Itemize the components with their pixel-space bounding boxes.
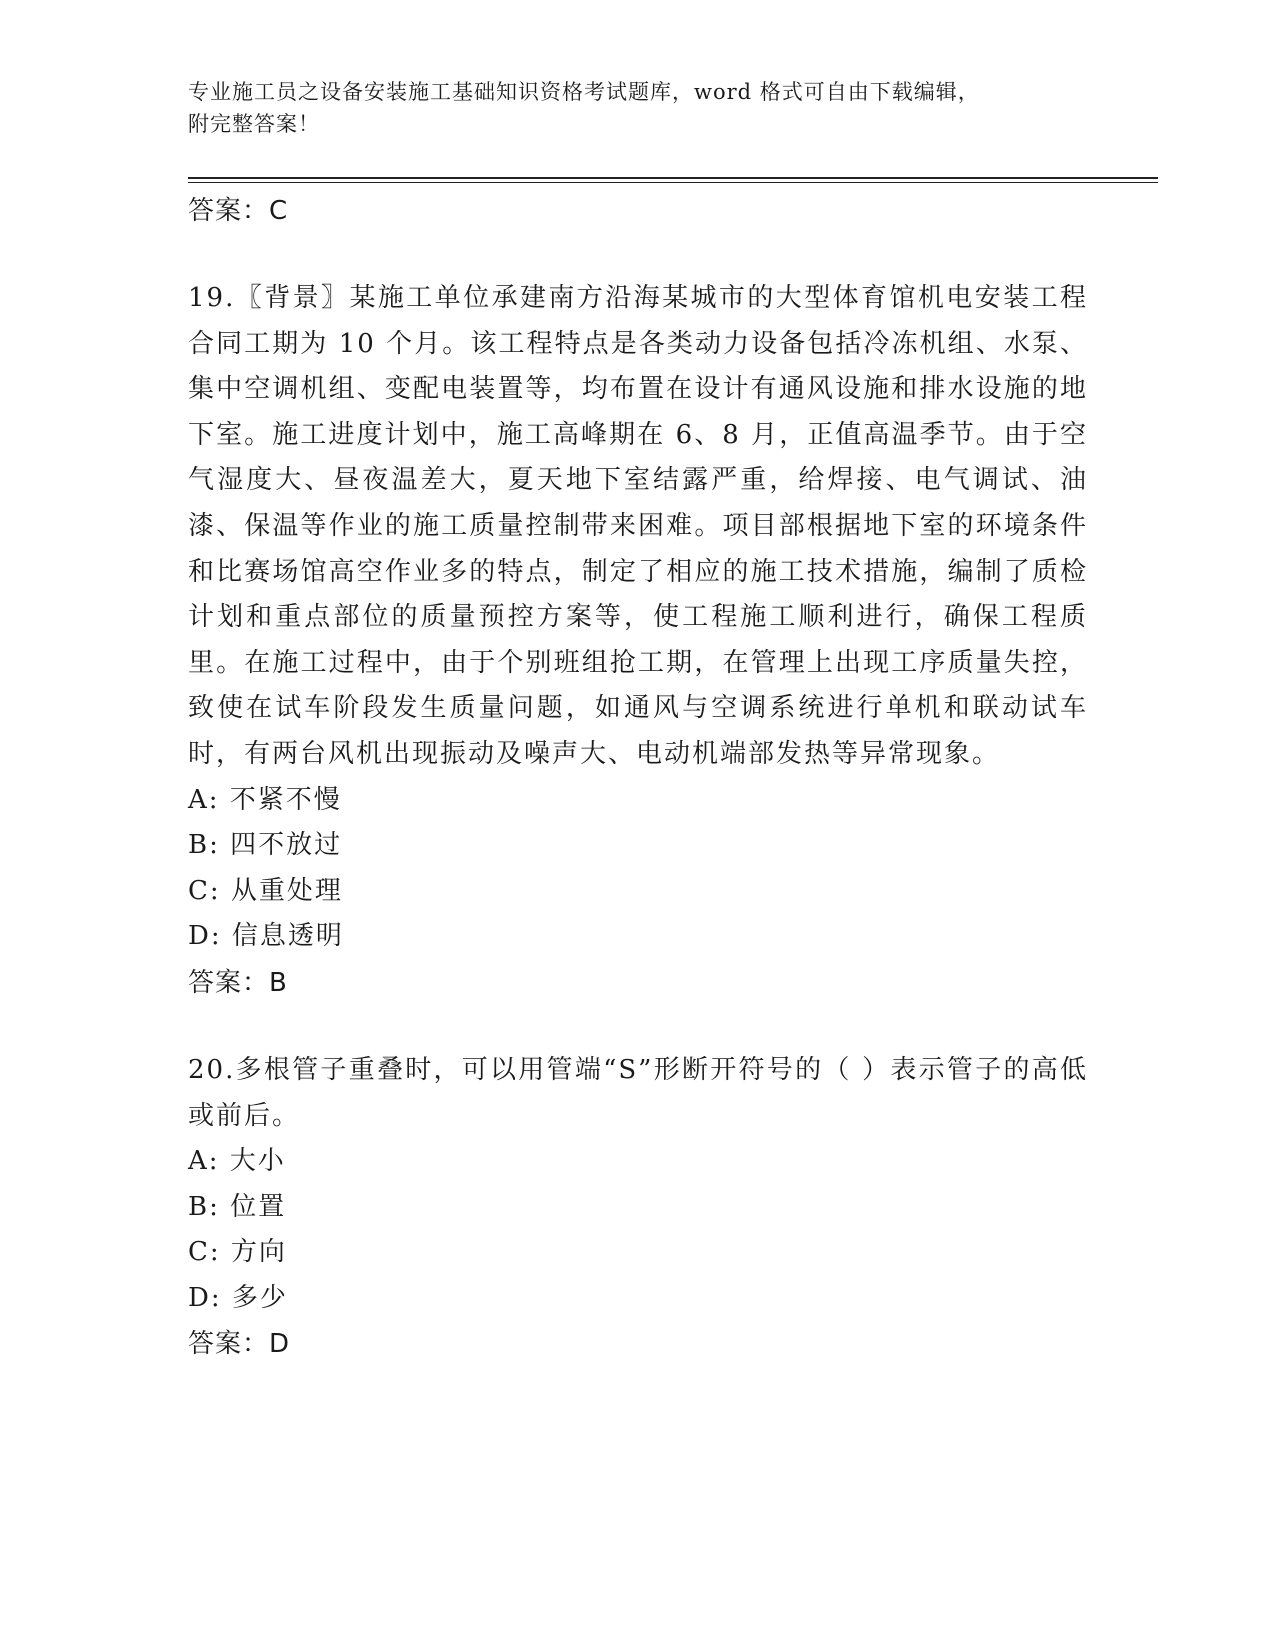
option-c: C: 方向 [188,1237,287,1268]
question-answer: 答案：B [188,967,288,998]
question-text [188,276,1088,778]
spacer [188,1006,1088,1048]
option-b: B: 四不放过 [188,830,343,861]
header-divider-thin [188,182,1158,183]
question-number: 19. [188,283,236,313]
option-a: A: 大小 [188,1146,286,1177]
question-number: 20. [188,1054,236,1085]
header-line-1: 专业施工员之设备安装施工基础知识资格考试题库，word 格式可自由下载编辑， [188,80,980,104]
spacer [188,234,1088,276]
option-b: B: 位置 [188,1191,287,1222]
option-d: D: 信息透明 [188,921,344,952]
option-d: D: 多少 [188,1282,288,1313]
option-a: A: 不紧不慢 [188,784,342,815]
document-body [188,188,1088,1367]
question-20 [188,1048,1088,1368]
question-body: 多根管子重叠时，可以用管端“S”形断开符号的（ ）表示管子的高低或前后。 [188,1054,1088,1131]
header-line-2: 附完整答案！ [188,112,320,136]
option-c: C: 从重处理 [188,875,343,906]
header-divider-thick [188,177,1158,179]
document-header [188,76,1108,140]
previous-answer: 答案：C [188,196,289,226]
question-text [188,1048,1088,1139]
question-19 [188,276,1088,1006]
question-body: 〖背景〗某施工单位承建南方沿海某城市的大型体育馆机电安装工程合同工期为 10 个月。该工程特点是各类动力设备包括冷冻机组、水泵、集中空调机组、变配电装置等，均布置在设计有通风设施和排水设施的地下室。施工进度计划中，施工高峰期在 6、8 月，正值高温季节。由于空气湿度大、昼夜温差大，夏天地下室结露严重，给焊接、电气调试、油漆、保温等作业的施工质量控制带来困难。项目部根据地下室的环境条件和比赛场馆高空作业多的特点，制定了相应的施工技术措施，编制了质检计划和重点部位的质量预控方案等，使工程施工顺利进行，确保工程质里。在施工过程中，由于个别班组抢工期，在管理上出现工序质量失控，致使在试车阶段发生质量问题，如通风与空调系统进行单机和联动试车时，有两台风机出现振动及噪声大、电动机端部发热等异常现象。 [188,283,1088,769]
question-answer: 答案：D [188,1329,291,1360]
